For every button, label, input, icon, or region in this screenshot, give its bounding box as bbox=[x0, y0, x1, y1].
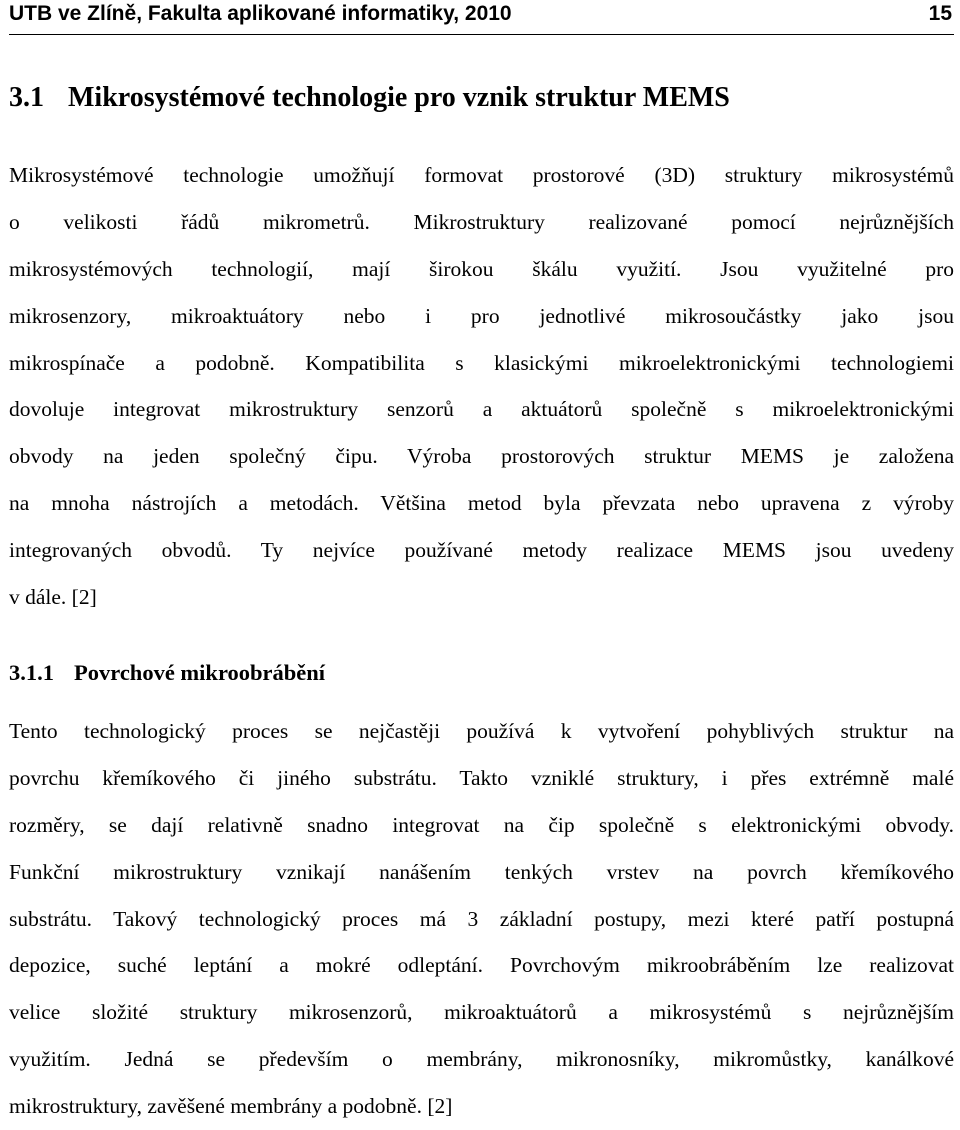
running-header bbox=[9, 0, 954, 35]
paragraph-line: obvody na jeden společný čipu. Výroba prostorových struktur MEMS je založena bbox=[9, 444, 954, 469]
paragraph-line: Funkční mikrostruktury vznikají nanášením tenkých vrstev na povrch křemíkového bbox=[9, 859, 954, 884]
paragraph-1 bbox=[9, 152, 954, 621]
subsection-number: 3.1.1 bbox=[9, 660, 54, 685]
paragraph-line: využitím. Jedná se především o membrány, mikronosníky, mikromůstky, kanálkové bbox=[9, 1047, 954, 1072]
section-heading bbox=[9, 82, 730, 114]
paragraph-2 bbox=[9, 708, 954, 1130]
subsection-heading bbox=[9, 660, 325, 686]
paragraph-line: povrchu křemíkového či jiného substrátu. Takto vzniklé struktury, i přes extrémně malé bbox=[9, 765, 954, 790]
paragraph-line: integrovaných obvodů. Ty nejvíce používané metody realizace MEMS jsou uvedeny bbox=[9, 538, 954, 563]
section-number: 3.1 bbox=[9, 82, 44, 113]
page-number: 15 bbox=[928, 2, 952, 25]
paragraph-line: na mnoha nástrojích a metodách. Většina metod byla převzata nebo upravena z výroby bbox=[9, 491, 954, 516]
paragraph-line: mikrospínače a podobně. Kompatibilita s klasickými mikroelektronickými technologiemi bbox=[9, 350, 954, 375]
subsection-title: Povrchové mikroobrábění bbox=[74, 660, 326, 685]
section-title: Mikrosystémové technologie pro vznik struktur MEMS bbox=[68, 82, 730, 113]
header-title: UTB ve Zlíně, Fakulta aplikované informatiky, 2010 bbox=[9, 2, 512, 25]
paragraph-line: substrátu. Takový technologický proces má 3 základní postupy, mezi které patří postupná bbox=[9, 906, 954, 931]
paragraph-line: Mikrosystémové technologie umožňují formovat prostorové (3D) struktury mikrosystémů bbox=[9, 163, 954, 187]
paragraph-line: dovoluje integrovat mikrostruktury senzorů a aktuátorů společně s mikroelektronickými bbox=[9, 397, 954, 422]
paragraph-line: mikrosystémových technologií, mají širokou škálu využití. Jsou využitelné pro bbox=[9, 256, 954, 281]
paragraph-line: Tento technologický proces se nejčastěji používá k vytvoření pohyblivých struktur na bbox=[9, 719, 954, 743]
paragraph-line: velice složité struktury mikrosenzorů, mikroaktuátorů a mikrosystémů s nejrůznějším bbox=[9, 1000, 954, 1025]
paragraph-line: v dále. [2] bbox=[9, 585, 97, 610]
paragraph-line: mikrosenzory, mikroaktuátory nebo i pro jednotlivé mikrosoučástky jako jsou bbox=[9, 303, 954, 328]
paragraph-line: depozice, suché leptání a mokré odleptání. Povrchovým mikroobráběním lze realizovat bbox=[9, 953, 954, 978]
paragraph-line: o velikosti řádů mikrometrů. Mikrostruktury realizované pomocí nejrůznějších bbox=[9, 209, 954, 234]
paragraph-line: rozměry, se dají relativně snadno integrovat na čip společně s elektronickými obvody. bbox=[9, 812, 954, 837]
paragraph-line: mikrostruktury, zavěšené membrány a podobně. [2] bbox=[9, 1094, 453, 1119]
